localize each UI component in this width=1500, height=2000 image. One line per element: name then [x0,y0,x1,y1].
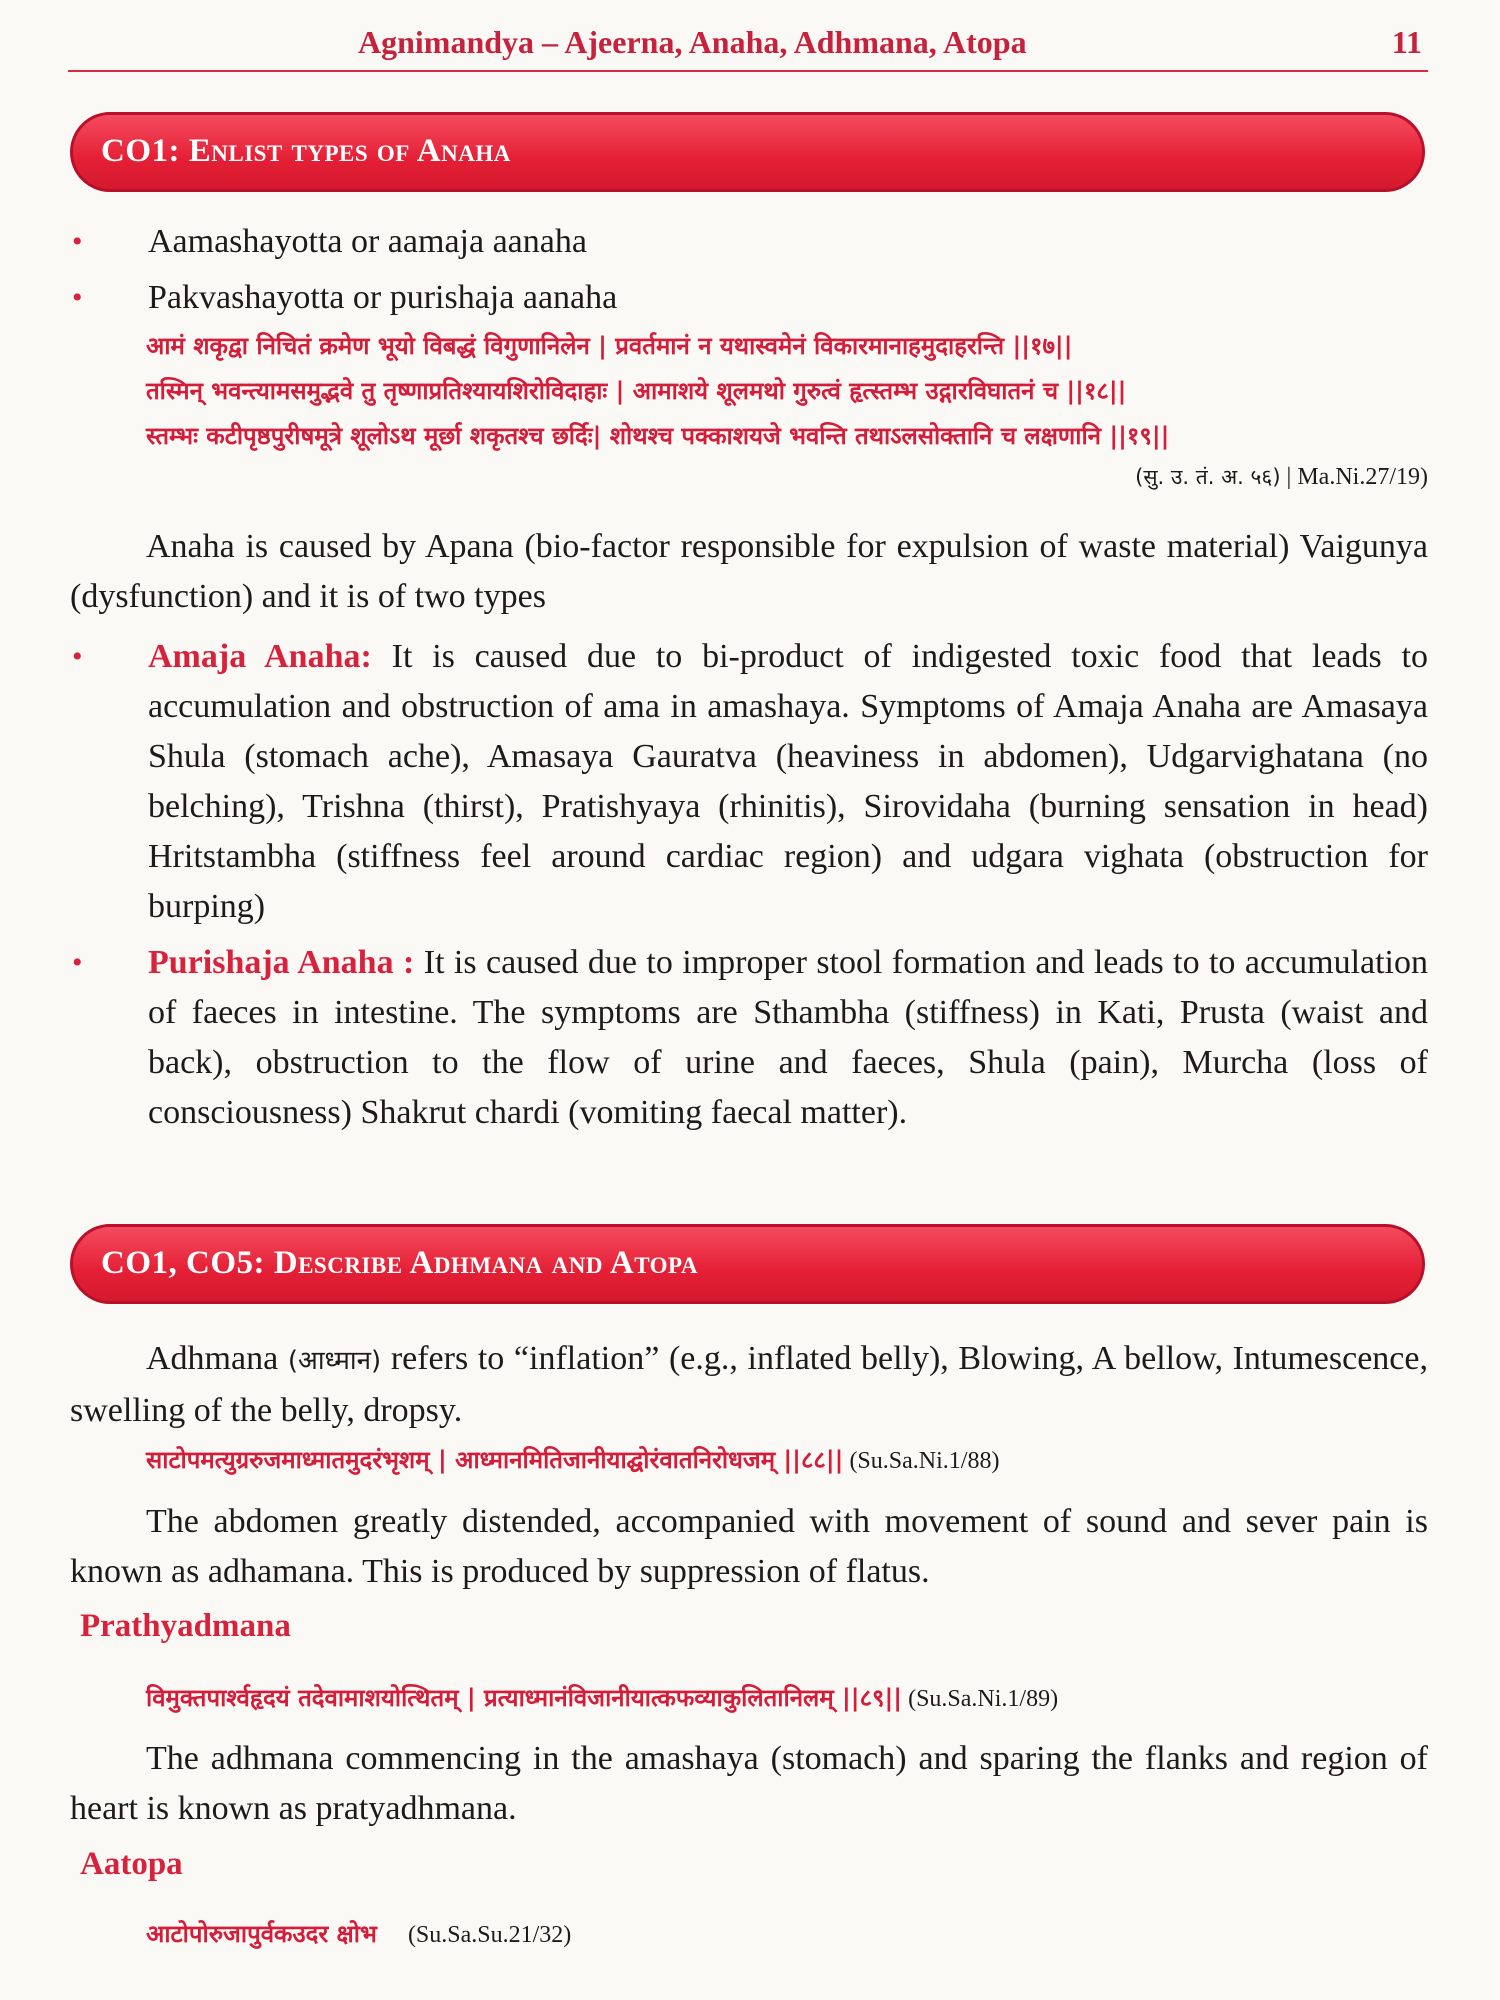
adhmana-description: The abdomen greatly distended, accompanied with movement of sound and sever pain is known as adhamana. This is produced by suppression of flatus. [70,1503,1428,1590]
purishaja-text: It is caused due to improper stool formation and leads to to accumulation of faeces in intestine. The symptoms are Sthambha (stiffness) in Kati, Prusta (waist and back), obstruction to the flow of urine and faeces, Shula (pain), Murcha (loss of consciousness) Shakrut chardi (vomiting faecal matter). [148,944,1428,1131]
section-banner-co1 [70,112,1425,192]
prathyadmana-heading: Prathyadmana [80,1608,291,1644]
verse-reference: (Su.Sa.Su.21/32) [407,1922,572,1948]
adhmana-verse [146,1438,1428,1483]
running-header [68,18,1428,72]
bullet-icon: • [72,225,83,258]
purishaja-label: Purishaja Anaha : [148,944,415,981]
running-title: Agnimandya – Ajeerna, Anaha, Adhmana, Atopa [358,24,1027,60]
verse-reference: (Su.Sa.Ni.1/88) [843,1448,1000,1474]
sanskrit-line: स्तम्भः कटीपृष्ठपुरीषमूत्रे शूलोऽथ मूर्छा शकृतश्च छर्दिः| शोथश्च पक्काशयजे भवन्ति तथाऽलसोक्तानि च लक्षणानि ||१९|| [146,422,1170,450]
list-item-purishaja [70,938,1428,1138]
section-banner-co1-co5 [70,1224,1425,1304]
sanskrit-line: आमं शकृद्वा निचितं क्रमेण भूयो विबद्धं विगुणानिलेन | प्रवर्तमानं न यथास्वमेनं विकारमानाहमुदाहरन्ति ||१७|| [146,332,1073,360]
bullet-icon: • [72,946,83,979]
adhmana-pre: Adhmana [146,1340,288,1377]
list-item-text: Pakvashayotta or purishaja aanaha [148,279,618,316]
verse-reference: (Su.Sa.Ni.1/89) [902,1686,1059,1712]
sanskrit-line: विमुक्तपार्श्वहृदयं तदेवामाशयोत्थितम् | प्रत्याध्मानंविजानीयात्कफव्याकुलितानिलम् ||८९|| [146,1684,903,1712]
sanskrit-line: आटोपोरुजापुर्वकउदर क्षोभ [146,1920,377,1948]
sanskrit-line: तस्मिन् भवन्त्यामसमुद्भवे तु तृष्णाप्रतिश्यायशिरोविदाहाः | आमाशये शूलमथो गुरुत्वं हृत्स्तम्भ उद्गारविघातनं च ||१८|| [146,377,1127,405]
page-number: 11 [1391,24,1422,60]
adhmana-paragraph [70,1334,1428,1436]
amaja-text: It is caused due to bi-product of indigested toxic food that leads to accumulation and obstruction of ama in amashaya. Symptoms of Amaja Anaha are Amasaya Shula (stomach ache), Amasaya Gauratva (heaviness in abdomen), Udgarvighatana (no belching), Trishna (thirst), Pratishyaya (rhinitis), Sirovidaha (burning sensation in head) Hritstambha (stiffness feel around cardiac region) and udgara vighata (obstruction for burping) [148,638,1428,925]
verse-reference [146,459,1428,497]
anaha-subtypes-list [70,632,1428,1138]
list-item [70,214,1428,270]
prathyadmana-description: The adhmana commencing in the amashaya (stomach) and sparing the flanks and region of heart is known as pratyadhmana. [70,1740,1428,1827]
prathyadmana-verse [146,1676,1428,1721]
adhmana-devanagari: (आध्मान) [287,1346,382,1376]
aatopa-heading: Aatopa [80,1846,183,1882]
bullet-icon: • [72,281,83,314]
anaha-intro-paragraph: Anaha is caused by Apana (bio-factor responsible for expulsion of waste material) Vaigunya (dysfunction) and it is of two types [70,528,1428,615]
anaha-types-list [70,214,1428,326]
list-item-amaja [70,632,1428,932]
section-heading: CO1: Enlist types of Anaha [101,133,511,169]
reference-latin: | Ma.Ni.27/19) [1280,464,1428,490]
section-heading: CO1, CO5: Describe Adhmana and Atopa [101,1245,698,1281]
adhmana-post: refers to “inflation” (e.g., inflated belly), Blowing, A bellow, Intumescence, swelling of the belly, dropsy. [70,1340,1428,1429]
reference-devanagari: (सु. उ. तं. अ. ५६) [1135,465,1281,489]
sanskrit-verse-block [146,324,1428,497]
list-item [70,270,1428,326]
aatopa-verse [146,1912,1428,1957]
amaja-label: Amaja Anaha: [148,638,372,675]
sanskrit-line: साटोपमत्युग्ररुजमाध्मातमुदरंभृशम् | आध्मानमितिजानीयाद्घोरंवातनिरोधजम् ||८८|| [146,1446,844,1474]
list-item-text: Aamashayotta or aamaja aanaha [148,223,587,260]
bullet-icon: • [72,640,83,673]
